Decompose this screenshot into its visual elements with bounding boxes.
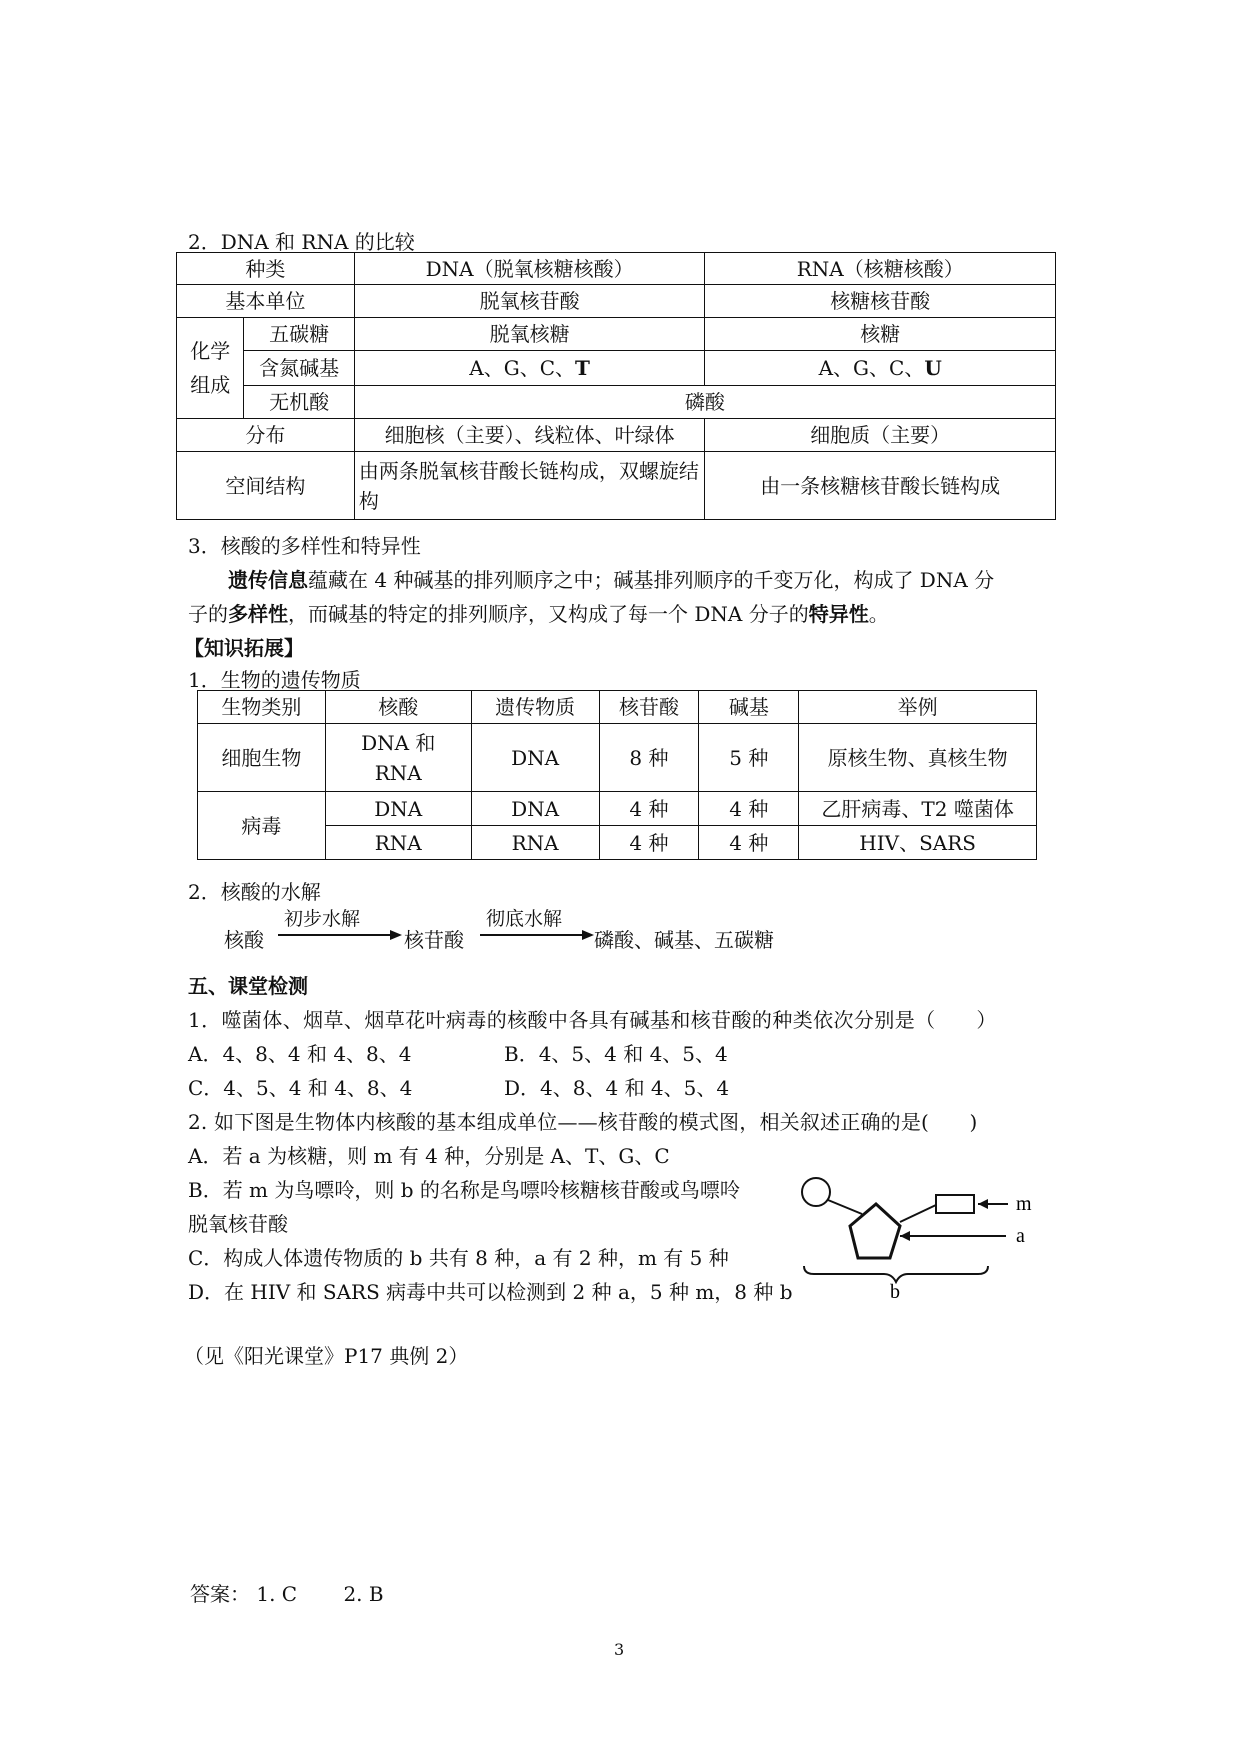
- section-3-title: 3．核酸的多样性和特异性: [188, 534, 421, 558]
- hydrolysis-step-nucleic-acid: 核酸: [224, 928, 264, 952]
- row-label-acid: 无机酸: [244, 386, 354, 419]
- page-number: 3: [614, 1640, 625, 1659]
- t2-vrna-base: 4 种: [699, 826, 799, 860]
- t2-vrna-example: HIV、SARS: [799, 826, 1037, 860]
- hydrolysis-step-nucleotide: 核苷酸: [404, 928, 464, 952]
- header-rna: RNA（核糖核酸）: [705, 253, 1056, 285]
- diversity-term: 多样性: [228, 602, 288, 626]
- ext-1-title: 1．生物的遗传物质: [188, 668, 361, 692]
- genetic-material-table: [197, 690, 1037, 860]
- q2-option-d: D．在 HIV 和 SARS 病毒中共可以检测到 2 种 a，5 种 m，8 种 b: [188, 1280, 793, 1304]
- t2-vdna-example: 乙肝病毒、T2 噬菌体: [799, 792, 1037, 826]
- base-dna-bold: T: [575, 356, 590, 380]
- reference-note: （见《阳光课堂》P17 典例 2）: [184, 1344, 469, 1368]
- cell-unit-dna: 脱氧核苷酸: [354, 285, 705, 318]
- section-2-title: 2．DNA 和 RNA 的比较: [188, 230, 415, 254]
- cell-dist-rna: 细胞质（主要）: [705, 419, 1056, 452]
- q2-option-b-line-1: B．若 m 为鸟嘌呤，则 b 的名称是鸟嘌呤核糖核苷酸或鸟嘌呤: [188, 1178, 740, 1202]
- row-label-sugar: 五碳糖: [244, 318, 354, 351]
- cell-unit-rna: 核糖核苷酸: [705, 285, 1056, 318]
- row-label-distribution: 分布: [177, 419, 355, 452]
- base-rna-text: A、G、C、: [818, 356, 925, 380]
- q1-stem: 1．噬菌体、烟草、烟草花叶病毒的核酸中各具有碱基和核苷酸的种类依次分别是（ ）: [188, 1008, 997, 1032]
- q1-option-c: C．4、5、4 和 4、8、4: [188, 1076, 413, 1100]
- base-rna-bold: U: [924, 356, 942, 380]
- header-dna: DNA（脱氧核糖核酸）: [354, 253, 705, 285]
- section-3-para-line-2: [188, 598, 889, 627]
- cell-struct-rna: 由一条核糖核苷酸长链构成: [705, 452, 1056, 520]
- hydrolysis-arrow-2-label: 彻底水解: [486, 908, 563, 930]
- section-5-title: 五、课堂检测: [188, 974, 308, 998]
- t2-virus-category: 病毒: [198, 792, 326, 860]
- t2-cell-category: 细胞生物: [198, 724, 326, 792]
- header-type: 种类: [177, 253, 355, 285]
- label-m: m: [1016, 1193, 1032, 1215]
- phosphate-circle: [802, 1178, 830, 1206]
- t2-cell-acid-2: RNA: [374, 760, 422, 785]
- b-brace: [804, 1266, 988, 1282]
- t2-cell-acid-1: DNA 和: [361, 730, 436, 755]
- cell-struct-dna: 由两条脱氧核苷酸长链构成，双螺旋结构: [354, 452, 705, 520]
- para-text-3: ，而碱基的特定的排列顺序，又构成了每一个 DNA 分子的: [288, 602, 809, 626]
- cell-dist-dna: 细胞核（主要）、线粒体、叶绿体: [354, 419, 705, 452]
- cell-base-dna: [354, 351, 705, 386]
- t2-header-acid: 核酸: [325, 691, 471, 724]
- q1-option-b: B．4、5、4 和 4、5、4: [504, 1042, 728, 1066]
- cell-sugar-dna: 脱氧核糖: [354, 318, 705, 351]
- row-label-structure: 空间结构: [177, 452, 355, 520]
- t2-header-base: 碱基: [699, 691, 799, 724]
- t2-header-example: 举例: [799, 691, 1037, 724]
- row-label-base: 含氮碱基: [244, 351, 354, 386]
- extension-title: 【知识拓展】: [184, 636, 304, 660]
- t2-vrna-acid: RNA: [325, 826, 471, 860]
- cell-base-rna: [705, 351, 1056, 386]
- q2-stem: 2. 如下图是生物体内核酸的基本组成单位——核苷酸的模式图，相关叙述正确的是( ): [188, 1110, 978, 1134]
- row-label-chemical: [177, 318, 244, 419]
- para-text-1: 蕴藏在 4 种碱基的排列顺序之中；碱基排列顺序的千变万化，构成了 DNA 分: [308, 568, 995, 592]
- hydrolysis-step-products: 磷酸、碱基、五碳糖: [594, 928, 774, 952]
- genetic-info-term: 遗传信息: [228, 568, 308, 592]
- t2-cell-acid: [325, 724, 471, 792]
- label-a: a: [1016, 1225, 1025, 1247]
- t2-vrna-genetic: RNA: [471, 826, 599, 860]
- ext-2-title: 2．核酸的水解: [188, 880, 321, 904]
- a-pointer-arrowhead: [900, 1231, 910, 1241]
- t2-vdna-acid: DNA: [325, 792, 471, 826]
- hydrolysis-arrow-1-label: 初步水解: [284, 908, 361, 930]
- phosphate-bond: [828, 1200, 862, 1214]
- t2-vrna-nucleotide: 4 种: [599, 826, 699, 860]
- base-bond: [900, 1205, 936, 1222]
- para-text-4: 。: [868, 602, 889, 626]
- section-3-para-line-1: [228, 564, 994, 593]
- t2-cell-nucleotide: 8 种: [599, 724, 699, 792]
- nucleotide-diagram: [796, 1170, 1056, 1300]
- answer-line: 答案： 1. C 2. B: [190, 1582, 384, 1606]
- t2-cell-base: 5 种: [699, 724, 799, 792]
- specificity-term: 特异性: [808, 602, 869, 626]
- m-pointer-arrowhead: [978, 1199, 988, 1209]
- para-text-2: 子的: [188, 602, 228, 626]
- t2-cell-example: 原核生物、真核生物: [799, 724, 1037, 792]
- cell-sugar-rna: 核糖: [705, 318, 1056, 351]
- cell-acid: 磷酸: [354, 386, 1055, 419]
- hydrolysis-arrow-1: [278, 928, 402, 942]
- t2-vdna-nucleotide: 4 种: [599, 792, 699, 826]
- q2-option-b-line-2: 脱氧核苷酸: [188, 1212, 288, 1236]
- label-b: b: [890, 1281, 900, 1300]
- dna-rna-comparison-table: [176, 252, 1056, 520]
- q2-option-c: C．构成人体遗传物质的 b 共有 8 种，a 有 2 种，m 有 5 种: [188, 1246, 729, 1270]
- t2-vdna-genetic: DNA: [471, 792, 599, 826]
- q1-option-a: A．4、8、4 和 4、8、4: [188, 1042, 412, 1066]
- row-label-unit: 基本单位: [177, 285, 355, 318]
- hydrolysis-arrow-2: [480, 928, 594, 942]
- t2-cell-genetic: DNA: [471, 724, 599, 792]
- q2-option-a: A．若 a 为核糖，则 m 有 4 种，分别是 A、T、G、C: [188, 1144, 670, 1168]
- t2-vdna-base: 4 种: [699, 792, 799, 826]
- chem-label-1: 化学: [190, 339, 231, 363]
- t2-header-nucleotide: 核苷酸: [599, 691, 699, 724]
- q1-option-d: D．4、8、4 和 4、5、4: [504, 1076, 730, 1100]
- base-rectangle: [936, 1195, 974, 1213]
- t2-header-genetic: 遗传物质: [471, 691, 599, 724]
- t2-header-category: 生物类别: [198, 691, 326, 724]
- base-dna-text: A、G、C、: [469, 356, 576, 380]
- chem-label-2: 组成: [190, 373, 231, 397]
